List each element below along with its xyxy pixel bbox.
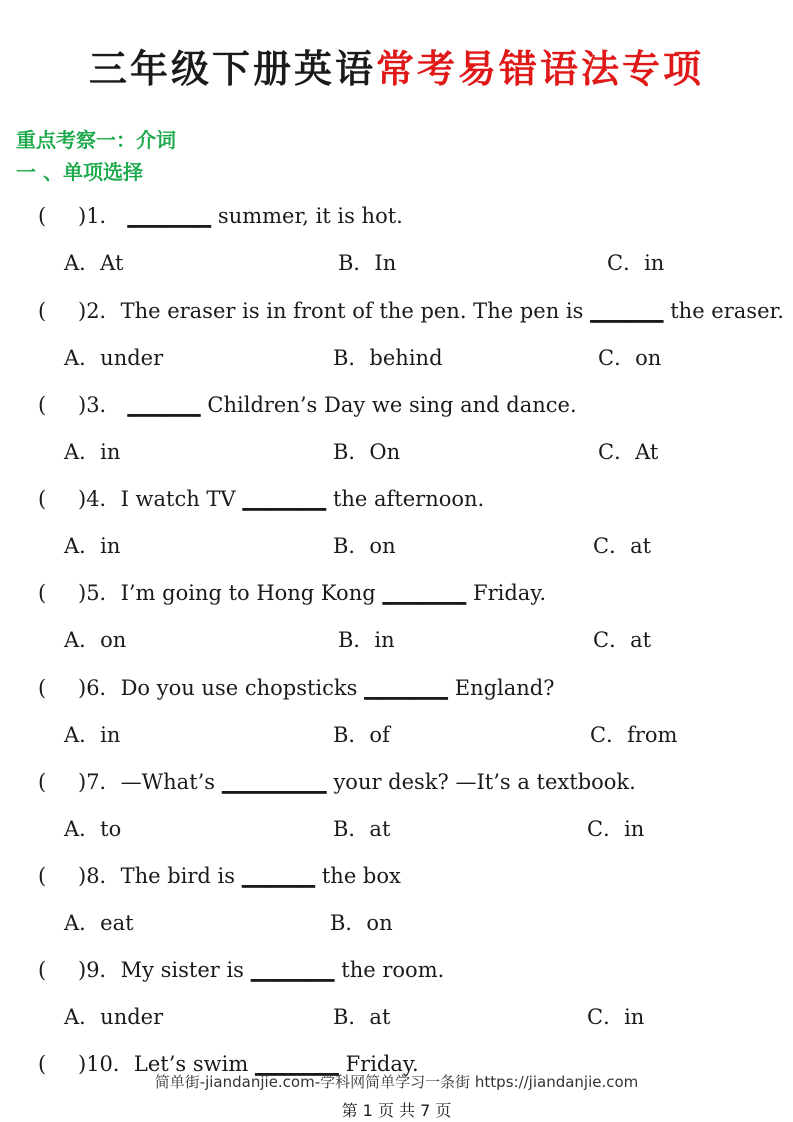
option-b: B．In: [338, 251, 397, 275]
option-b: B．on: [333, 534, 396, 558]
option-c: C．at: [593, 534, 652, 558]
question-3: [38, 389, 577, 419]
question-number: )6．: [78, 676, 121, 700]
question-paren: (: [38, 299, 47, 323]
option-a: A．At: [64, 251, 124, 275]
question-text-before: Do you use chopsticks: [120, 676, 365, 700]
question-text-before: Let’s swim: [133, 1052, 255, 1076]
question-text-before: —What’s: [120, 770, 222, 794]
question-text-after: the room.: [334, 958, 445, 982]
question-text-after: summer, it is hot.: [211, 204, 403, 228]
question-text-after: the afternoon.: [326, 487, 485, 511]
answer-blank: ________: [364, 676, 449, 700]
option-a: A．to: [64, 817, 122, 841]
option-a: A．on: [64, 628, 127, 652]
option-b: B．in: [338, 628, 395, 652]
option-b: B．at: [333, 1005, 391, 1029]
question-paren: (: [38, 1052, 47, 1076]
question-9: [38, 954, 444, 984]
question-text-after: Friday.: [466, 581, 547, 605]
option-c: C．at: [593, 628, 652, 652]
option-a: A．in: [64, 534, 121, 558]
question-text-before: I’m going to Hong Kong: [120, 581, 383, 605]
question-5: [38, 577, 546, 607]
option-c: C．on: [598, 346, 662, 370]
question-text-after: England?: [448, 676, 555, 700]
question-8: [38, 860, 401, 890]
question-text-after: the box: [315, 864, 401, 888]
question-number: )3．: [78, 393, 121, 417]
option-c: C．in: [607, 251, 665, 275]
option-c: C．from: [590, 723, 678, 747]
page-title: [0, 38, 793, 93]
option-a: A．under: [64, 346, 164, 370]
answer-blank: _______: [590, 299, 664, 323]
question-text-before: I watch TV: [120, 487, 243, 511]
question-text-before: The eraser is in front of the pen. The pen is: [120, 299, 591, 323]
question-number: )4．: [78, 487, 121, 511]
option-c: C．At: [598, 440, 659, 464]
question-number: )5．: [78, 581, 121, 605]
question-text-after: Friday.: [338, 1052, 419, 1076]
question-paren: (: [38, 487, 47, 511]
question-number: )2．: [78, 299, 121, 323]
answer-blank: __________: [221, 770, 327, 794]
question-number: )1．: [78, 204, 121, 228]
page-number: 第 1 页 共 7 页: [341, 1101, 452, 1120]
question-number: )7．: [78, 770, 121, 794]
answer-blank: ________: [382, 581, 467, 605]
option-b: B．at: [333, 817, 391, 841]
answer-blank: ________: [242, 487, 327, 511]
question-number: )8．: [78, 864, 121, 888]
question-text-after: your desk? —It’s a textbook.: [326, 770, 636, 794]
question-text-before: The bird is: [120, 864, 242, 888]
answer-blank: ________: [254, 1052, 339, 1076]
footer-site-text: 简单街-jiandanjie.com-学科网简单学习一条街 https://jiandanjie.com: [154, 1073, 639, 1091]
subsection-heading: 一 、单项选择: [16, 160, 143, 184]
question-number: )10．: [78, 1052, 134, 1076]
title-black-part: 三年级下册英语: [88, 47, 376, 91]
option-b: B．behind: [333, 346, 443, 370]
option-a: A．eat: [64, 911, 134, 935]
option-b: B．on: [330, 911, 393, 935]
option-b: B．of: [333, 723, 390, 747]
question-paren: (: [38, 393, 47, 417]
question-paren: (: [38, 581, 47, 605]
question-paren: (: [38, 676, 47, 700]
answer-blank: _______: [241, 864, 316, 888]
question-text-before: My sister is: [120, 958, 251, 982]
question-7: [38, 766, 636, 796]
question-paren: (: [38, 770, 47, 794]
option-b: B．On: [333, 440, 401, 464]
question-text-after: the eraser.: [663, 299, 784, 323]
question-number: )9．: [78, 958, 121, 982]
answer-blank: ________: [127, 204, 212, 228]
question-4: [38, 483, 484, 513]
option-a: A．in: [64, 723, 121, 747]
answer-blank: ________: [250, 958, 335, 982]
question-text-after: Children’s Day we sing and dance.: [200, 393, 577, 417]
question-6: [38, 672, 555, 702]
question-2: [38, 295, 784, 325]
question-paren: (: [38, 204, 47, 228]
question-paren: (: [38, 958, 47, 982]
section-heading: 重点考察一：介词: [16, 128, 176, 152]
question-1: [38, 200, 403, 230]
option-c: C．in: [587, 1005, 645, 1029]
option-a: A．under: [64, 1005, 164, 1029]
option-c: C．in: [587, 817, 645, 841]
option-a: A．in: [64, 440, 121, 464]
title-red-part: 常考易错语法专项: [376, 47, 705, 91]
answer-blank: _______: [127, 393, 201, 417]
question-paren: (: [38, 864, 47, 888]
